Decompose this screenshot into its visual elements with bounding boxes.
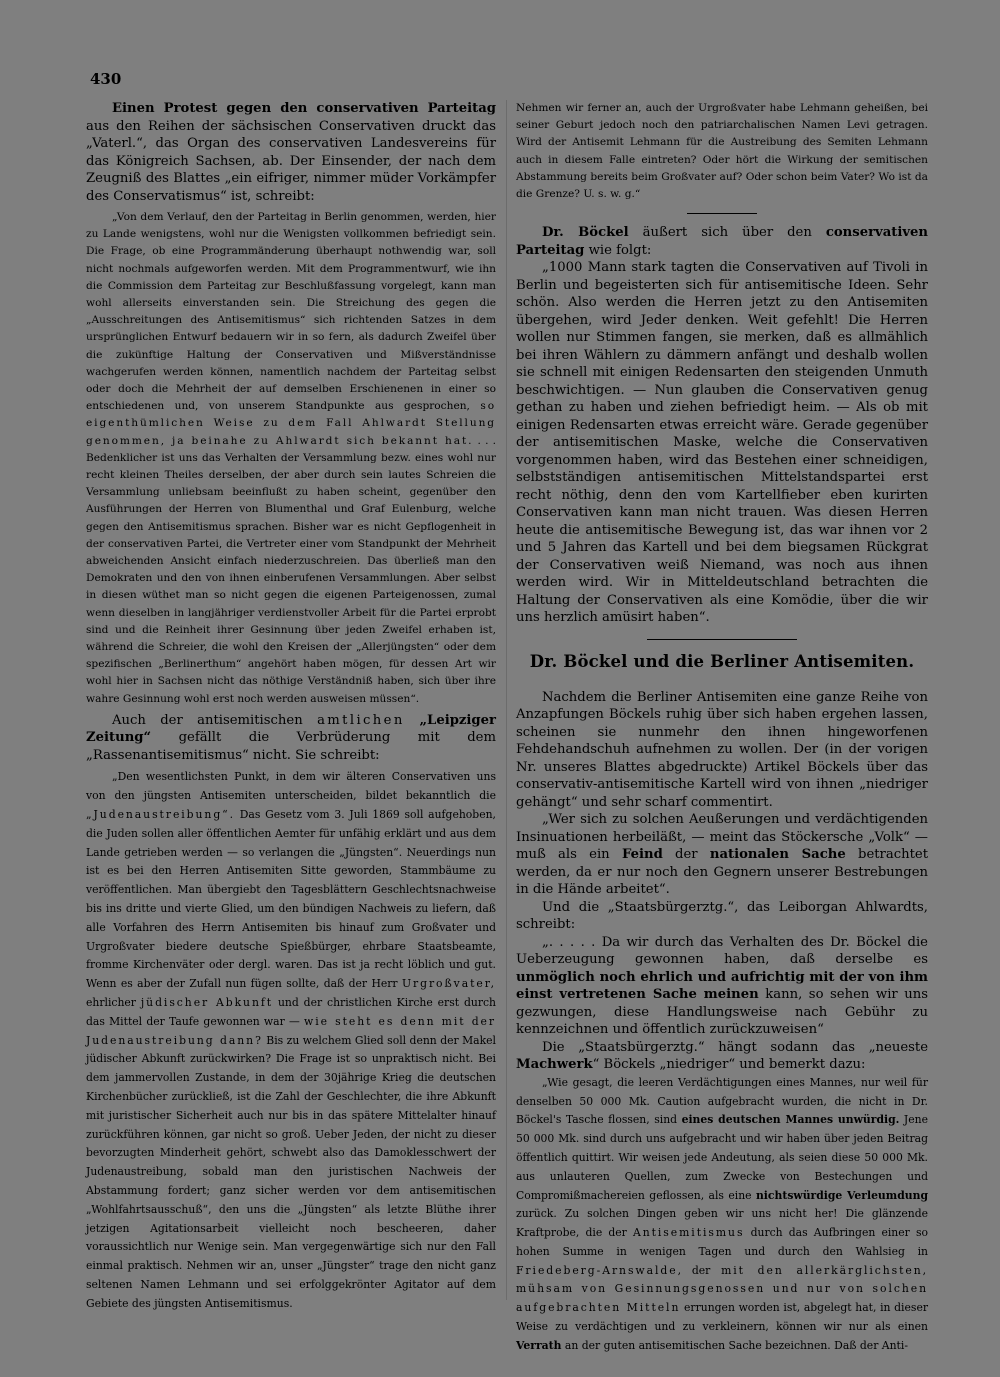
paragraph-text: betrachtet werden, da er nur noch den Gegnern unserer Bestrebungen in die Hände arbeitet“.	[516, 847, 928, 898]
paragraph-text: äußert sich über den	[628, 225, 826, 241]
section-title: Dr. Böckel und die Berliner Antisemiten.	[529, 651, 915, 671]
page-number: 430	[90, 70, 122, 88]
paragraph-emphasis: Feind	[621, 847, 663, 863]
newspaper-name: „Leipziger Zeitung“	[86, 712, 496, 746]
paragraph-text: Die „Staatsbürgerztg.“ hängt sodann das „neueste	[542, 1039, 928, 1055]
paragraph-text: gefällt die Verbrüderung mit dem „Rassenantisemitismus“ nicht. Sie schreibt:	[86, 730, 496, 763]
intro-paragraph	[86, 100, 496, 205]
paragraph-text: der	[662, 847, 710, 863]
section-paragraph: Und die „Staatsbürgerztg.“, das Leiborgan Ahlwardts, schreibt:	[516, 899, 928, 933]
quote-emphasis: Antisemitismus	[632, 1226, 745, 1240]
quote-text: Jene 50 000 Mk. sind durch uns aufgebracht und wir haben über jeden Beitrag öffentlich quittirt. Wir weisen jede Andeutung, als seien diese 50 000 Mk. aus unlauteren Quellen, zum Zwecke von Bestechungen und Compromißmachereien geflossen, als eine	[516, 1113, 928, 1202]
quote-emphasis: Friedeberg-Arnswalde	[516, 1263, 678, 1277]
section-paragraph	[516, 1039, 928, 1074]
section-paragraph: Nachdem die Berliner Antisemiten eine ganze Reihe von Anzapfungen Böckels ruhig über sich haben ergehen lassen, scheinen sie nunmehr den ihnen hingeworfenen Fehdehandschuh aufnehmen zu wollen. Der (in der vorigen Nr. unseres Blattes abgedruckte) Artikel Böckels über das conservativ-antisemitische Kartell wird von ihnen „niedriger gehängt“ und sehr scharf commentirt.	[516, 689, 928, 810]
column-divider	[506, 100, 507, 1300]
paragraph-text: Auch der antisemitischen	[112, 712, 318, 728]
quote-emphasis: Verrath	[516, 1338, 562, 1352]
quote-volk	[516, 811, 928, 899]
quote-emphasis: „Judenaustreibung“.	[86, 807, 236, 821]
right-column	[516, 100, 928, 1356]
quote-text: „Den wesentlichsten Punkt, in dem wir älteren Conservativen uns von den jüngsten Antisemiten unterscheiden, bildet bekanntlich die	[86, 770, 496, 803]
quote-text: ehrlicher	[86, 995, 136, 1009]
quote-text: . . . Bedenklicher ist uns das Verhalten der Versammlung bezw. eines wohl nur recht kleinen Theiles derselben, der aber durch sein lautes Schreien die Versammlung unliebsam beeinflußt zu haben scheint, gegenüber den Ausführungen der Herren von Blumenthal und Graf Eulenburg, welche gegen den Antisemitismus sprachen. Bisher war es nicht Gepflogenheit in der conservativen Partei, die Vertreter einer vom Standpunkt der Mehrheit abweichenden Ansicht einfach niederzuschreien. Das überließ man den Demokraten und den von ihnen einberufenen Versammlungen. Aber selbst in diesen wüthet man so nicht gegen die eigenen Parteigenossen, zumal wenn dieselben in langjähriger verdienstvoller Arbeit für die Partei erprobt sind und die Reinheit ihrer Gesinnung über jeden Zweifel erhaben ist, während die Schreier, die wohl den Kreisen der „Allerjüngsten“ oder dem spezifischen „Berlinerthum“ angehört haben mögen, für dessen Art wir wohl hier in Sachsen nicht das nöthige Verständniß haben, sich über ihre wahre Gesinnung wohl erst noch werden ausweisen müssen“.	[86, 434, 496, 705]
quote-emphasis: so eigenthümlichen Weise zu dem Fall Ahlwardt Stellung genommen, ja beinahe zu Ahlwardt sich bekannt hat.	[86, 400, 496, 447]
intro-text: aus den Reihen der sächsischen Conservativen druckt das „Vaterl.“, das Organ des conservativen Landesvereins für das Königreich Sachsen, ab. Der Einsender, der nach dem Zeugniß des Blattes „ein eifriger, nimmer müder Vorkämpfer des Conservatismus“ ist, schreibt:	[86, 118, 496, 204]
quote-leipziger-zeitung	[86, 768, 496, 1313]
paragraph-emphasis: nationalen Sache	[709, 847, 846, 863]
quote-emphasis: nichtswürdige Verleumdung	[755, 1188, 929, 1202]
quote-text: errungen worden ist, abgelegt hat, in dieser Weise zu verdächtigen und zu verkleinern, können wir nur als einen	[516, 1301, 928, 1334]
quote-text: , der	[677, 1263, 722, 1277]
quote-emphasis: wie steht es denn mit der Judenaustreibung dann?	[86, 1014, 496, 1047]
paragraph-text: „Wer sich zu solchen Aeußerungen und verdächtigenden Insinuationen herbeiläßt, — meint das Stöckersche „Volk“ — muß als ein	[516, 812, 928, 863]
paragraph-leipziger-zeitung	[86, 712, 496, 765]
quote-emphasis: mit den allerkärglichsten, mühsam von Gesinnungsgenossen und nur von solchen aufgebrachten Mitteln	[516, 1263, 928, 1315]
article-heading-boeckel: Dr. Böckel	[542, 225, 629, 241]
quote-emphasis: Urgroßvater,	[401, 977, 496, 991]
paragraph-emphasis: Machwerk	[516, 1057, 593, 1073]
quote-boeckel: „1000 Mann stark tagten die Conservativen auf Tivoli in Berlin und begeisterten sich für antisemitische Ideen. Sehr schön. Also werden die Herren jetzt zu den Antisemiten übergehen, wird Jeder denken. Weit gefehlt! Die Herren wollen nur Stimmen fangen, sie merken, daß es allmählich bei ihren Wählern zu dämmern anfängt und deshalb wollen sie schnell mit einigen Redensarten den steigenden Unmuth beschwichtigen. — Nun glauben die Conservativen genug gethan zu haben und ziehen befriedigt heim. — Als ob mit einigen Redensarten etwas erreicht wäre. Gerade gegenüber der antisemitischen Maske, welche die Conservativen vorgenommen haben, wird das Bestehen einer schneidigen, selbstständigen antisemitischen Mittelstandspartei erst recht nöthig, denn den vom Kartellfieber eben kurirten Conservativen kann man nicht trauen. Was diesen Herren heute die antisemitische Bewegung ist, das war ihnen vor 2 und 5 Jahren das Kartell und bei dem biegsamen Rückgrat der Conservativen weiß Niemand, was noch aus ihnen werden wird. Wir in Mitteldeutschland betrachten die Haltung der Conservativen als eine Komödie, über die wir uns herzlich amüsirt haben“.	[516, 260, 928, 626]
quote-leipziger-zeitung-continued: Nehmen wir ferner an, auch der Urgroßvater habe Lehmann geheißen, bei seiner Geburt jedoch noch den patriarchalischen Namen Levi getragen. Wird der Antisemit Lehmann für die Austreibung des Semiten Lehmann auch in diesem Falle eintreten? Oder hört die Wirkung der semitischen Abstammung bereits beim Großvater auf? Oder schon beim Vater? Wo ist da die Grenze? U. s. w. g.“	[516, 102, 928, 201]
quote-text: an der guten antisemitischen Sache bezeichnen. Daß der Anti-	[561, 1338, 908, 1352]
quote-text: „Wie gesagt, die leeren Verdächtigungen eines Mannes, nur weil für denselben 50 000 Mk. Caution aufgebracht wurden, die nicht in Dr. Böckel's Tasche flossen, sind	[516, 1075, 928, 1127]
paragraph-boeckel-parteitag	[516, 224, 928, 259]
quote-emphasis: jüdischer Abkunft	[140, 995, 274, 1009]
separator-rule	[687, 213, 757, 214]
quote-text: und der christlichen Kirche erst durch das Mittel der Taufe gewonnen war —	[86, 995, 497, 1028]
quote-text: „Von dem Verlauf, den der Parteitag in Berlin genommen, werden, hier zu Lande wenigstens, wohl nur die Wenigsten vollkommen befriedigt sein. Die Frage, ob eine Programmänderung überhaupt nothwendig war, soll nicht nochmals aufgeworfen werden. Mit dem Programmentwurf, wie ihn die Commission dem Parteitag zur Beschlußfassung vorgelegt, kann man wohl allerseits einverstanden sein. Die Streichung des gegen die „Ausschreitungen des Antisemitismus“ sich richtenden Satzes in dem ursprünglichen Entwurf bedauern wir in so fern, als dadurch Zweifel über die zukünftige Haltung der Conservativen und Mißverständnisse wachgerufen werden können, namentlich nachdem der Parteitag selbst oder doch die Mehrheit der auf demselben Erschienenen in einer so entschiedenen und, von unserem Standpunkte aus gesprochen,	[86, 211, 496, 413]
quote-text: Das Gesetz vom 3. Juli 1869 soll aufgehoben, die Juden sollen aller öffentlichen Aemter für unfähig erklärt und aus dem Lande getrieben werden — so verlangen die „Jüngsten“. Neuerdings nun ist es bei den Herren Antisemiten Sitte geworden, Stammbäume zu veröffentlichen. Man übergiebt den Tagesblättern Geschlechtsnachweise bis ins dritte und vierte Glied, um den bündigen Nachweis zu liefern, daß alle Vorfahren des Herrn Antisemiten bis hinauf zum Großvater und Urgroßvater biedere deutsche Spießbürger, ehrbare Staatsbeamte, fromme Kirchenväter oder dergl. waren. Das ist ja recht löblich und gut. Wenn es aber der Zufall nun fügen sollte, daß der Herr	[86, 807, 496, 991]
paragraph-text: “ Böckels „niedriger“ und bemerkt dazu:	[592, 1057, 866, 1073]
quote-text: durch das Aufbringen einer so hohen Summe in wenigen Tagen und durch den Wahlsieg in	[516, 1226, 928, 1258]
paragraph-emphasis: unmöglich noch ehrlich und aufrichtig mit der von ihm einst vertretenen Sache meinen	[516, 969, 928, 1003]
article-heading-protest: Einen Protest gegen den conservativen Parteitag	[112, 101, 496, 116]
separator-rule	[647, 639, 797, 640]
paragraph-text: kann, so sehen wir uns gezwungen, diese Handlungsweise nach Gebühr zu kennzeichnen und öffentlich zurückzuweisen“	[516, 987, 928, 1038]
quote-emphasis: eines deutschen Mannes unwürdig.	[681, 1113, 900, 1127]
paragraph-emphasis: conservativen Parteitag	[516, 225, 928, 258]
paragraph-emphasis: amtlichen	[317, 712, 405, 728]
quote-vaterland	[86, 209, 496, 708]
quote-text: Bis zu welchem Glied soll denn der Makel jüdischer Abkunft zurückwirken? Die Frage ist so unpraktisch nicht. Bei dem jammervollen Zustande, in dem der 30jährige Krieg die deutschen Kirchenbücher zurückließ, ist die Zahl der Geschlechter, die ihre Abkunft mit juristischer Sicherheit auch nur bis in das spätere Mittelalter hinauf zurückführen können, gar nicht so groß. Ueber Jeden, der nicht zu dieser bevorzugten Minderheit gehört, schwebt also das Damoklesschwert der Judenaustreibung, sobald man den juristischen Nachweis der Abstammung fordert; ganz sicher werden vor dem antisemitischen „Wohlfahrtsausschuß“, den uns die „Jüngsten“ als letzte Blüthe ihrer jetzigen Agitationsarbeit vielleicht noch bescheeren, daher voraussichtlich nur Wenige sein. Man vergegenwärtige sich nur den Fall einmal praktisch. Nehmen wir an, unser „Jüngster“ trage den nicht ganz seltenen Namen Lehmann und sei erfolggekrönter Agitator auf dem Gebiete des jüngsten Antisemitismus.	[86, 1033, 496, 1310]
quote-staatsbuergerztg	[516, 934, 928, 1039]
left-column	[86, 100, 496, 1314]
paragraph-text: „. . . . . Da wir durch das Verhalten des Dr. Böckel die Ueberzeugung gewonnen haben, daß derselbe es	[516, 934, 928, 968]
quote-text: zurück. Zu solchen Dingen geben wir uns nicht her! Die glänzende Kraftprobe, die der	[516, 1207, 928, 1240]
paragraph-text: wie folgt:	[584, 242, 652, 258]
quote-staatsbuergerztg-long	[516, 1074, 928, 1356]
